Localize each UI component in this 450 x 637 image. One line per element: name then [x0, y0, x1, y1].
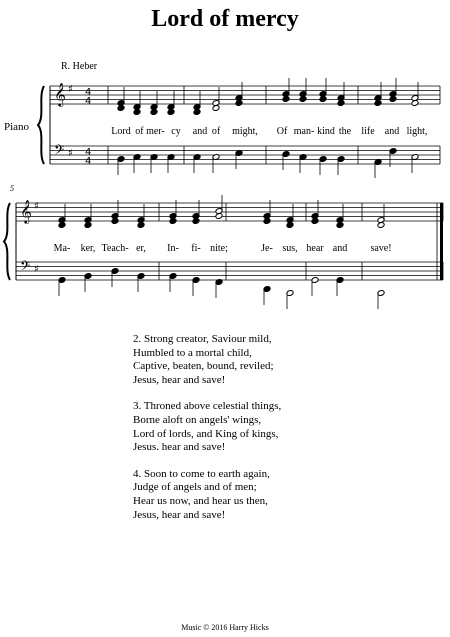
notehead: [215, 213, 223, 220]
lyric-syllable: Teach-: [101, 243, 129, 254]
instrument-label: Piano: [4, 121, 30, 133]
notehead: [374, 100, 382, 107]
verse-line: Judge of angels and of men;: [133, 481, 257, 494]
lyric-syllable: nite;: [210, 243, 228, 254]
lyric-syllable: life: [361, 126, 375, 137]
time-signature: 4: [85, 156, 92, 167]
notehead: [319, 96, 327, 103]
lyric-syllable: save!: [370, 243, 392, 254]
lyric-syllable: might,: [232, 126, 258, 137]
measure-number: 5: [10, 184, 14, 193]
brace: [4, 203, 10, 280]
treble-clef-icon: 𝄞: [54, 82, 66, 106]
notehead: [212, 105, 220, 112]
lyric-syllable: In-: [167, 243, 179, 254]
verse-line: 3. Throned above celestial things,: [133, 400, 282, 413]
notehead: [377, 222, 385, 229]
verse-line: 2. Strong creator, Saviour mild,: [133, 333, 272, 345]
notehead: [337, 100, 345, 107]
notehead: [336, 222, 344, 229]
treble-clef-icon: 𝄞: [20, 199, 32, 223]
lyric-syllable: cy: [171, 126, 181, 137]
lyric-syllable: of mer-: [135, 126, 165, 137]
sharp-icon: ♯: [68, 148, 73, 159]
notehead: [58, 222, 66, 229]
lyric-syllable: of: [211, 126, 221, 137]
sharp-icon: ♯: [34, 264, 39, 275]
notehead: [167, 109, 175, 116]
notehead: [299, 96, 307, 103]
verse-line: Jesus, hear and save!: [133, 373, 226, 386]
copyright-footer: Music © 2016 Harry Hicks: [181, 623, 269, 632]
lyric-syllable: fi-: [191, 243, 201, 254]
lyric-syllable: and: [384, 126, 400, 137]
verse-line: 4. Soon to come to earth again,: [133, 467, 270, 480]
verse-line: Humbled to a mortal child,: [133, 346, 252, 359]
verse-line: Hear us now, and hear us then,: [133, 494, 268, 507]
time-signature: 4: [85, 147, 92, 158]
notehead: [193, 109, 201, 116]
page-title: Lord of mercy: [151, 6, 299, 32]
verse-line: Lord of lords, and King of kings,: [133, 427, 279, 440]
lyric-syllable: kind: [317, 126, 335, 137]
lyric-syllable: and: [332, 243, 348, 254]
bass-clef-icon: 𝄢: [20, 258, 31, 277]
lyric-syllable: hear: [306, 243, 324, 254]
final-barline: [440, 203, 443, 280]
lyric-syllable: Ma-: [53, 243, 71, 254]
lyric-syllable: sus,: [282, 243, 298, 254]
notehead: [133, 109, 141, 116]
lyricist-credit: R. Heber: [61, 61, 98, 72]
verse-4: [133, 468, 281, 522]
notehead: [389, 96, 397, 103]
notehead: [169, 218, 177, 225]
additional-verses: [133, 333, 281, 535]
notehead: [111, 218, 119, 225]
verse-line: Jesus. hear and save!: [133, 441, 226, 454]
verse-line: Captive, beaten, bound, reviled;: [133, 360, 274, 373]
lyric-syllable: Je-: [261, 243, 273, 254]
time-signature: 4: [85, 96, 92, 107]
notehead: [150, 109, 158, 116]
verse-line: Borne aloft on angels' wings,: [133, 413, 262, 426]
lyric-syllable: and: [192, 126, 208, 137]
notehead: [282, 96, 290, 103]
sharp-icon: ♯: [68, 84, 73, 95]
notehead: [263, 218, 271, 225]
notehead: [235, 100, 243, 107]
notehead: [286, 222, 294, 229]
bass-clef-icon: 𝄢: [54, 142, 65, 161]
lyric-syllable: Of: [276, 126, 288, 137]
notehead: [84, 222, 92, 229]
verse-3: [133, 400, 281, 454]
verse-2: [133, 333, 281, 387]
time-signature: 4: [85, 87, 92, 98]
lyric-syllable: Lord: [111, 126, 131, 137]
lyric-syllable: er,: [136, 243, 146, 254]
lyric-syllable: light,: [406, 126, 428, 137]
lyric-syllable: man-: [293, 126, 315, 137]
verse-line: Jesus, hear and save!: [133, 508, 226, 521]
notehead: [311, 218, 319, 225]
notehead: [117, 105, 125, 112]
lyric-syllable: ker,: [80, 243, 96, 254]
notehead: [192, 218, 200, 225]
sharp-icon: ♯: [34, 201, 39, 212]
notehead: [411, 100, 419, 107]
lyric-syllable: the: [338, 126, 352, 137]
notehead: [137, 222, 145, 229]
brace: [38, 86, 44, 164]
